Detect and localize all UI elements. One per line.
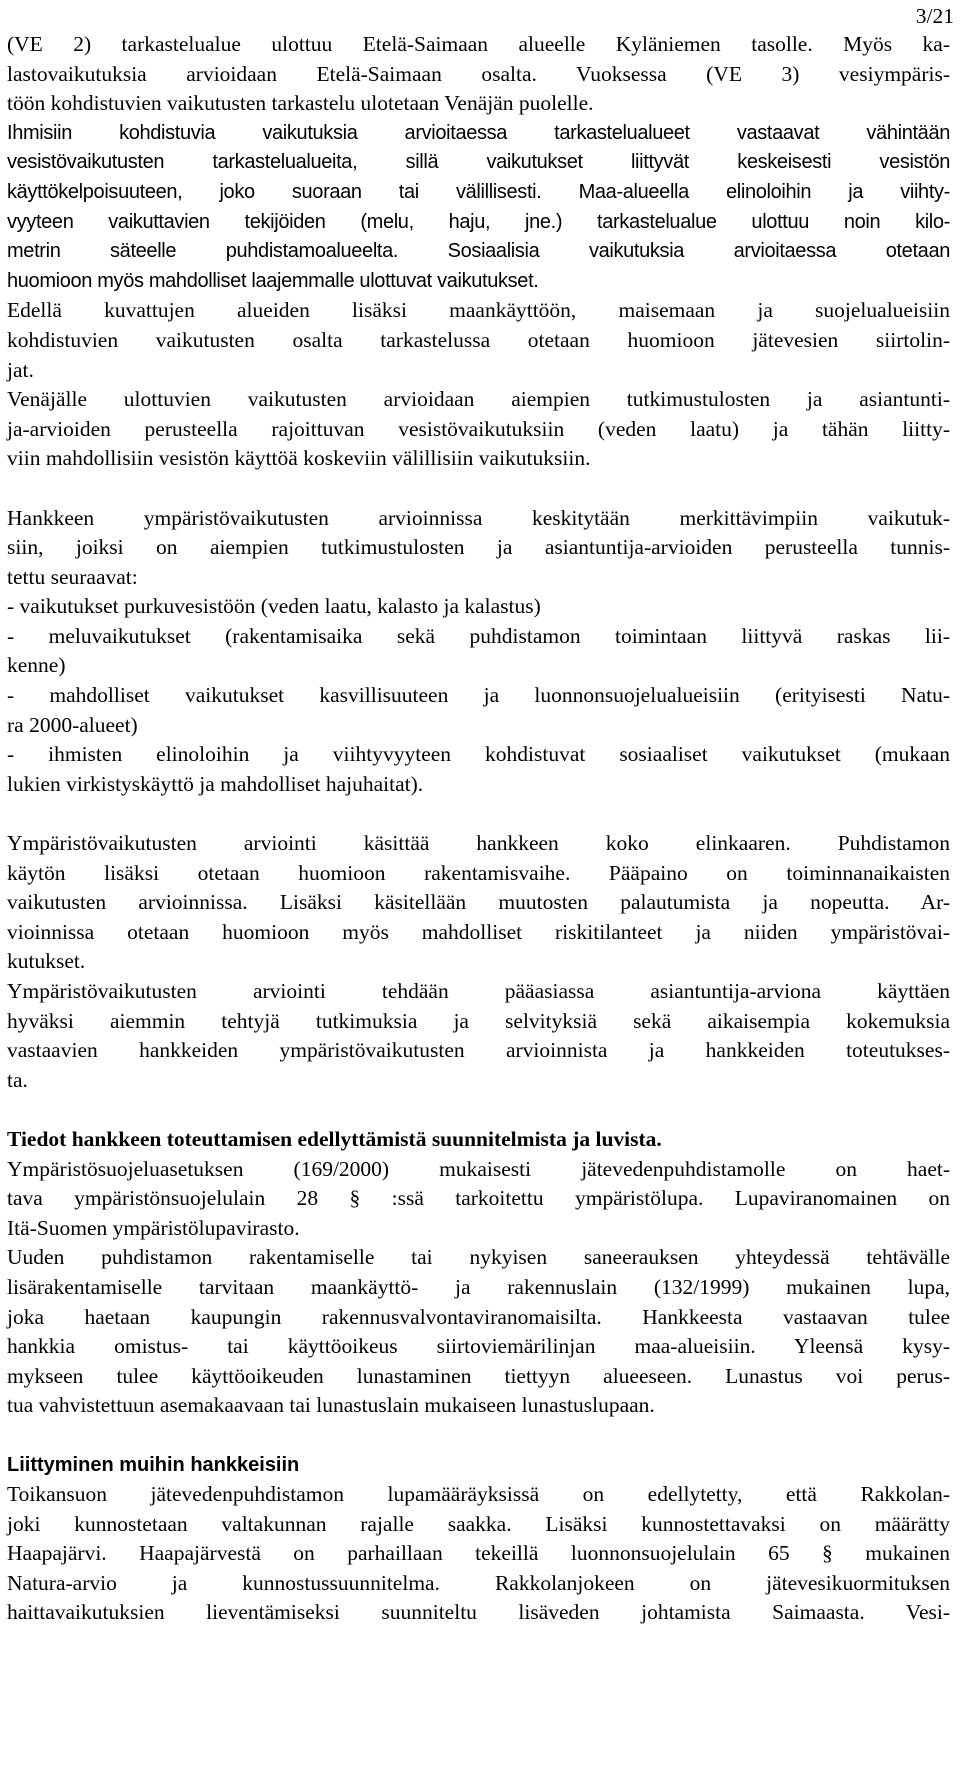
text-line: ta. [7, 1067, 28, 1092]
text-line: vastaavien hankkeiden ympäristövaikutusten arvioinnista ja hankkeiden toteutukses- [7, 1038, 950, 1063]
text-line: vesistövaikutusten tarkastelualueita, sillä vaikutukset liittyvät keskeisesti vesistön [7, 151, 950, 174]
text-line: tettu seuraavat: [7, 564, 138, 589]
text-line: Hankkeen ympäristövaikutusten arvioinnissa keskitytään merkittävimpiin vaikutuk- [7, 505, 950, 530]
text-line: jat. [7, 357, 34, 382]
blank-line [7, 1095, 950, 1125]
blank-line [7, 1421, 950, 1451]
document-body [7, 30, 950, 1628]
text-line: käyttökelpoisuuteen, joko suoraan tai välillisesti. Maa-alueella elinoloihin ja viihty- [7, 180, 950, 203]
text-line: tua vahvistettuun asemakaavaan tai lunastuslain mukaiseen lunastuslupaan. [7, 1393, 655, 1418]
text-line: vaikutusten arvioinnissa. Lisäksi käsitellään muutosten palautumista ja nopeutta. Ar- [7, 890, 950, 915]
text-line: Ympäristövaikutusten arviointi tehdään pääasiassa asiantuntija-arviona käyttäen [7, 979, 950, 1003]
text-line: joka haetaan kaupungin rakennusvalvontaviranomaisilta. Hankkeesta vastaavan tulee [7, 1304, 950, 1329]
text-line: ja-arvioiden perusteella rajoittuvan vesistövaikutuksiin (veden laatu) ja tähän liitty- [7, 416, 950, 441]
text-line: lisärakentamiselle tarvitaan maankäyttö- ja rakennuslain (132/1999) mukainen lupa, [7, 1274, 950, 1299]
text-line: metrin säteelle puhdistamoalueelta. Sosiaalisia vaikutuksia arvioitaessa otetaan [7, 240, 950, 263]
text-line: Venäjälle ulottuvien vaikutusten arvioidaan aiempien tutkimustulosten ja asiantunti- [7, 387, 950, 412]
text-line: Edellä kuvattujen alueiden lisäksi maankäyttöön, maisemaan ja suojelualueisiin [7, 298, 950, 323]
text-line: - meluvaikutukset (rakentamisaika sekä puhdistamon toimintaan liittyvä raskas lii- [7, 623, 950, 648]
text-line: joki kunnostetaan valtakunnan rajalle saakka. Lisäksi kunnostettavaksi on määrätty [7, 1511, 950, 1536]
text-line: kutukset. [7, 949, 86, 974]
text-line: Uuden puhdistamon rakentamiselle tai nykyisen saneerauksen yhteydessä tehtävälle [7, 1245, 950, 1270]
text-line: Toikansuon jätevedenpuhdistamon lupamääräyksissä on edellytetty, että Rakkolan- [7, 1482, 950, 1507]
text-line: siin, joiksi on aiempien tutkimustulosten ja asiantuntija-arvioiden perusteella tunnis- [7, 535, 950, 560]
text-line: huomioon myös mahdolliset laajemmalle ulottuvat vaikutukset. [7, 269, 539, 292]
section-heading: Liittyminen muihin hankkeisiin [7, 1453, 300, 1476]
text-line: haittavaikutuksien lieventämiseksi suunniteltu lisäveden johtamista Saimaasta. Vesi- [7, 1600, 950, 1625]
text-line: kohdistuvien vaikutusten osalta tarkastelussa otetaan huomioon jätevesien siirtolin- [7, 327, 950, 352]
text-line: hyväksi aiemmin tehtyjä tutkimuksia ja selvityksiä sekä aikaisempia kokemuksia [7, 1008, 950, 1033]
text-line: käytön lisäksi otetaan huomioon rakentamisvaihe. Pääpaino on toiminnanaikaisten [7, 860, 950, 885]
text-line: vyyteen vaikuttavien tekijöiden (melu, haju, jne.) tarkastelualue ulottuu noin kilo- [7, 210, 950, 233]
text-line: viin mahdollisiin vesistön käyttöä koskeviin välillisiin vaikutuksiin. [7, 446, 591, 471]
text-line: Ihmisiin kohdistuvia vaikutuksia arvioitaessa tarkastelualueet vastaavat vähintään [7, 121, 950, 144]
text-line: lukien virkistyskäyttö ja mahdolliset hajuhaitat). [7, 771, 424, 796]
text-line: tava ympäristönsuojelulain 28 § :ssä tarkoitettu ympäristölupa. Lupaviranomainen on [7, 1186, 950, 1211]
text-line: mykseen tulee käyttöoikeuden lunastaminen tiettyyn alueeseen. Lunastus voi perus- [7, 1363, 950, 1388]
text-line: - ihmisten elinoloihin ja viihtyvyyteen kohdistuvat sosiaaliset vaikutukset (mukaan [7, 742, 950, 767]
text-line: vioinnissa otetaan huomioon myös mahdolliset riskitilanteet ja niiden ympäristövai- [7, 919, 950, 944]
text-line: Ympäristövaikutusten arviointi käsittää hankkeen koko elinkaaren. Puhdistamon [7, 831, 950, 856]
text-line: lastovaikutuksia arvioidaan Etelä-Saimaan osalta. Vuoksessa (VE 3) vesiympäris- [7, 61, 950, 86]
text-line: kenne) [7, 653, 66, 678]
section-heading: Tiedot hankkeen toteuttamisen edellyttämistä suunnitelmista ja luvista. [7, 1126, 662, 1151]
text-line: Itä-Suomen ympäristölupavirasto. [7, 1215, 300, 1240]
text-line: (VE 2) tarkastelualue ulottuu Etelä-Saimaan alueelle Kyläniemen tasolle. Myös ka- [7, 32, 950, 56]
blank-line [7, 799, 950, 829]
blank-line [7, 474, 950, 504]
text-line: Natura-arvio ja kunnostussuunnitelma. Rakkolanjokeen on jätevesikuormituksen [7, 1570, 950, 1595]
text-line: Ympäristösuojeluasetuksen (169/2000) mukaisesti jätevedenpuhdistamolle on haet- [7, 1156, 950, 1181]
text-line: hankkia omistus- tai käyttöoikeus siirtoviemärilinjan maa-alueisiin. Yleensä kysy- [7, 1334, 950, 1359]
text-line: - mahdolliset vaikutukset kasvillisuuteen ja luonnonsuojelualueisiin (erityisesti Natu- [7, 683, 950, 708]
text-line: ra 2000-alueet) [7, 712, 138, 737]
text-line: töön kohdistuvien vaikutusten tarkastelu ulotetaan Venäjän puolelle. [7, 91, 594, 116]
text-line: - vaikutukset purkuvesistöön (veden laatu, kalasto ja kalastus) [7, 594, 541, 619]
page-number: 3/21 [915, 4, 954, 28]
text-line: Haapajärvi. Haapajärvestä on parhaillaan tekeillä luonnonsuojelulain 65 § mukainen [7, 1541, 950, 1566]
